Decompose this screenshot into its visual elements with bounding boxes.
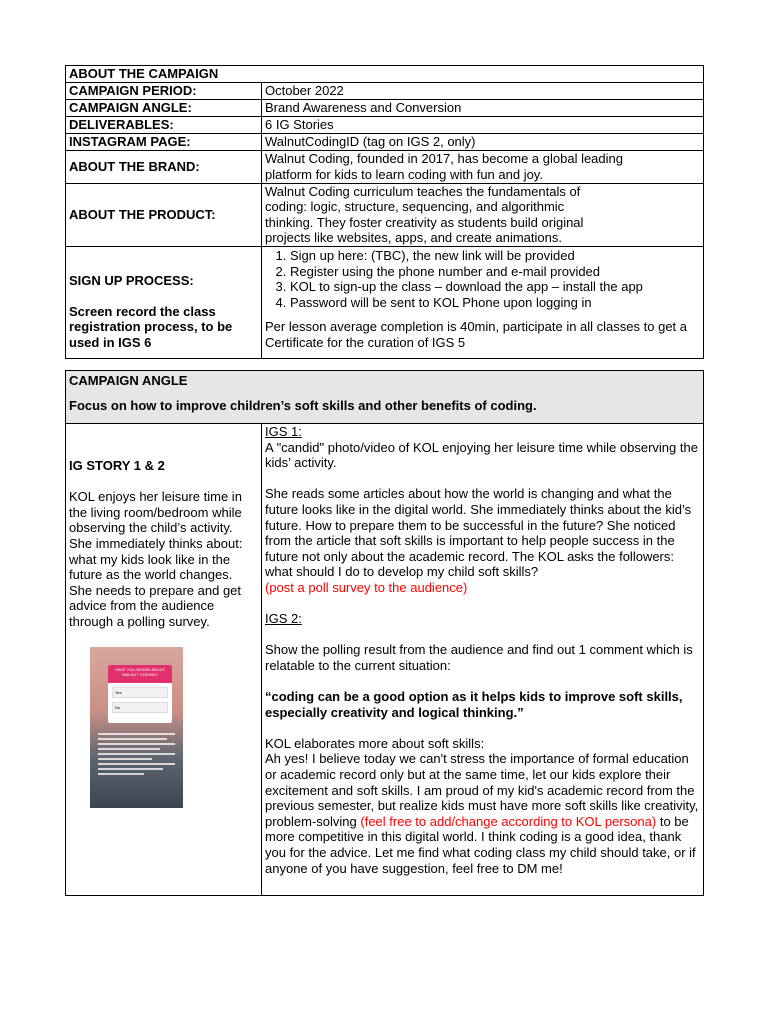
igs1-poll-note: (post a poll survey to the audience) <box>265 579 468 595</box>
igs2-p3a: KOL elaborates more about soft skills: <box>265 735 485 751</box>
angle-focus: Focus on how to improve children’s soft skills and other benefits of coding. <box>69 397 537 413</box>
product-line: Walnut Coding curriculum teaches the fundamentals of <box>265 183 581 199</box>
igs1-p2-text: She reads some articles about how the world is changing and what the future looks like in the digital world. She immediately thinks about the kid’s future. How to prepare them to be successful in the future? She noticed from the article that soft skills is important to help people success in the future not only about the academic record. The KOL asks the followers: what should I do to develop my child soft skills? <box>265 486 692 580</box>
campaign-angle-table <box>65 370 704 896</box>
igs2-p3c: to be more competitive in this digital world. I think coding is a good idea, thank you for the advice. Let me find what coding class my child should take, or if anyone of you have suggestion, feel free to DM me! <box>265 813 696 876</box>
igs1-p2 <box>265 486 700 595</box>
row-value-about-brand <box>262 150 704 183</box>
row-label-signup <box>66 246 262 358</box>
row-label-about-product: ABOUT THE PRODUCT: <box>66 183 262 246</box>
igs2-persona-note: (feel free to add/change according to KOL persona) <box>360 813 657 829</box>
igs1-heading: IGS 1: <box>265 424 302 439</box>
row-label-about-brand: ABOUT THE BRAND: <box>66 150 262 183</box>
igs2-p1: Show the polling result from the audience and find out 1 comment which is relatable to the current situation: <box>265 642 693 673</box>
row-label-instagram-page: INSTAGRAM PAGE: <box>66 133 262 150</box>
signup-step: 4. Password will be sent to KOL Phone upon logging in <box>290 295 700 311</box>
row-value-instagram-page: WalnutCodingID (tag on IGS 2, only) <box>262 133 704 150</box>
story-title: IG STORY 1 & 2 <box>69 458 165 473</box>
story-text: KOL enjoys her leisure time in the living room/bedroom while observing the child’s activity. She immediately thinks about: what my kids look like in the future as the world changes. She needs to prepare and get advice from the audience through a polling survey. <box>69 489 243 629</box>
poll-question: HAVE YOU HEARD ABOUT WALNUT CODING? <box>108 665 172 683</box>
row-label-campaign-period: CAMPAIGN PERIOD: <box>66 82 262 99</box>
signup-steps <box>265 248 700 310</box>
signup-step: 3. KOL to sign-up the class – download the app – install the app <box>290 279 700 295</box>
campaign-table-header: ABOUT THE CAMPAIGN <box>66 66 704 83</box>
igs2-p3 <box>265 751 700 876</box>
row-value-about-product <box>262 183 704 246</box>
row-value-deliverables: 6 IG Stories <box>262 116 704 133</box>
angle-header <box>66 371 704 424</box>
instagram-story-screenshot <box>90 647 183 808</box>
product-line: coding: logic, structure, sequencing, and algorithmic <box>265 199 565 215</box>
story-cell <box>66 424 262 896</box>
product-line: thinking. They foster creativity as students build original <box>265 214 584 230</box>
campaign-brief-table <box>65 65 704 359</box>
row-value-campaign-angle: Brand Awareness and Conversion <box>262 99 704 116</box>
angle-title: CAMPAIGN ANGLE <box>69 373 188 388</box>
signup-footer: Per lesson average completion is 40min, participate in all classes to get a Certificate for the curation of IGS 5 <box>265 319 687 350</box>
row-label-deliverables: DELIVERABLES: <box>66 116 262 133</box>
igs2-quote: “coding can be a good option as it helps kids to improve soft skills, especially creativity and logical thinking.” <box>265 689 683 720</box>
row-value-signup <box>262 246 704 358</box>
signup-step: 2. Register using the phone number and e-mail provided <box>290 264 700 280</box>
story-caption-lines <box>98 733 175 778</box>
brand-line: platform for kids to learn coding with fun and joy. <box>265 166 543 182</box>
poll-option-no: No <box>112 702 168 713</box>
product-line: projects like websites, apps, and create animations. <box>265 230 562 246</box>
poll-option-yes: Yes <box>112 687 168 698</box>
signup-step: 1. Sign up here: (TBC), the new link will be provided <box>290 248 700 264</box>
row-value-campaign-period: October 2022 <box>262 82 704 99</box>
signup-note: Screen record the class registration process, to be used in IGS 6 <box>69 303 233 350</box>
brand-line: Walnut Coding, founded in 2017, has become a global leading <box>265 151 623 166</box>
igs2-p3b: Ah yes! I believe today we can't stress the importance of formal education or academic record only but at the same time, let our kids explore their excitement and soft skills. I am proud of my kid's academic record from the previous semester, but realize kids must have more soft skills like creativity, problem-solving <box>265 751 699 829</box>
igs-cell <box>262 424 704 896</box>
row-label-campaign-angle: CAMPAIGN ANGLE: <box>66 99 262 116</box>
signup-label: SIGN UP PROCESS: <box>69 272 194 288</box>
igs1-p1: A "candid" photo/video of KOL enjoying her leisure time while observing the kids’ activity. <box>265 439 698 471</box>
poll-card <box>108 665 172 723</box>
igs2-heading: IGS 2: <box>265 611 302 627</box>
